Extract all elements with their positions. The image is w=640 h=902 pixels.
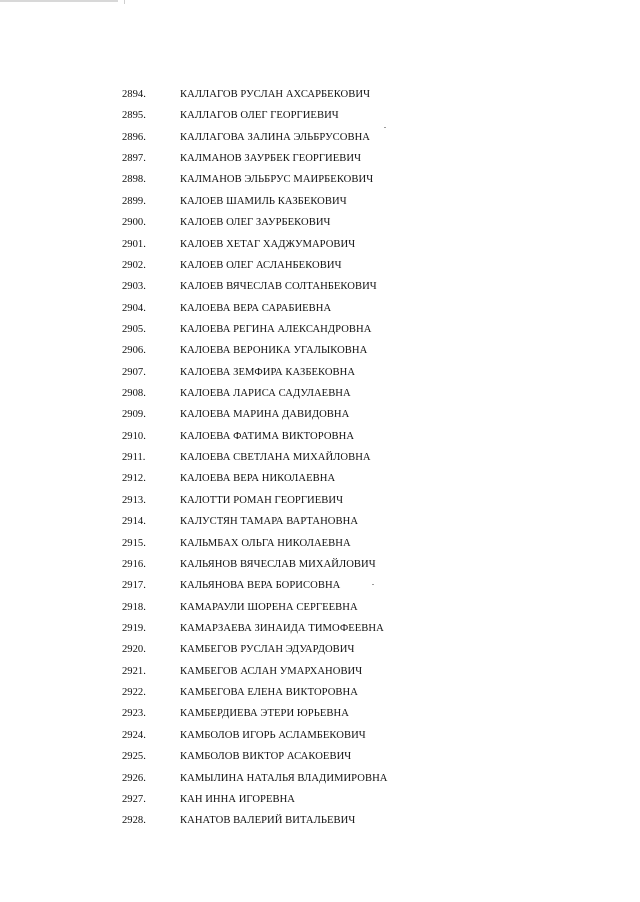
entry-name: КАЛОЕВ ВЯЧЕСЛАВ СОЛТАНБЕКОВИЧ bbox=[180, 281, 377, 293]
entry-name: КАЛОЕВА ЛАРИСА САДУЛАЕВНА bbox=[180, 388, 351, 400]
entry-name: КАЛОТТИ РОМАН ГЕОРГИЕВИЧ bbox=[180, 494, 344, 506]
entry-name: КАМБЕГОВ РУСЛАН ЭДУАРДОВИЧ bbox=[180, 644, 355, 656]
list-item bbox=[0, 554, 640, 575]
list-item bbox=[0, 105, 640, 126]
entry-name: КАЛОЕВА ЗЕМФИРА КАЗБЕКОВНА bbox=[180, 366, 356, 378]
entry-number: 2902. bbox=[122, 259, 146, 271]
entry-name: КАНАТОВ ВАЛЕРИЙ ВИТАЛЬЕВИЧ bbox=[180, 815, 356, 827]
list-item bbox=[0, 468, 640, 489]
entry-number: 2905. bbox=[122, 323, 146, 335]
list-item bbox=[0, 639, 640, 660]
list-item bbox=[0, 362, 640, 383]
entry-number: 2912. bbox=[122, 473, 146, 485]
entry-name: КАЛОЕВА ФАТИМА ВИКТОРОВНА bbox=[180, 430, 355, 442]
entry-number: 2908. bbox=[122, 388, 146, 400]
scan-edge-mark bbox=[0, 0, 118, 2]
entry-name: КАЛОЕВ ХЕТАГ ХАДЖУМАРОВИЧ bbox=[180, 238, 356, 250]
entry-number: 2920. bbox=[122, 644, 146, 656]
list-item bbox=[0, 703, 640, 724]
entry-number: 2897. bbox=[122, 153, 146, 165]
list-item bbox=[0, 447, 640, 468]
entry-name: КАЛЛАГОВ ОЛЕГ ГЕОРГИЕВИЧ bbox=[180, 110, 339, 122]
entry-name: КАЛМАНОВ ЭЛЬБРУС МАИРБЕКОВИЧ bbox=[180, 174, 374, 186]
list-item bbox=[0, 661, 640, 682]
list-item bbox=[0, 298, 640, 319]
entry-number: 2925. bbox=[122, 751, 146, 763]
scan-speck bbox=[372, 584, 374, 585]
entry-name: КАЛОЕВА ВЕРА НИКОЛАЕВНА bbox=[180, 473, 336, 485]
entry-number: 2915. bbox=[122, 537, 146, 549]
entry-number: 2903. bbox=[122, 281, 146, 293]
list-item bbox=[0, 404, 640, 425]
entry-name: КАЛЛАГОВА ЗАЛИНА ЭЛЬБРУСОВНА bbox=[180, 131, 370, 143]
list-item bbox=[0, 148, 640, 169]
entry-number: 2901. bbox=[122, 238, 146, 250]
list-item bbox=[0, 191, 640, 212]
entry-number: 2927. bbox=[122, 793, 146, 805]
entry-number: 2926. bbox=[122, 772, 146, 784]
entry-number: 2914. bbox=[122, 516, 146, 528]
entry-number: 2924. bbox=[122, 729, 146, 741]
list-item bbox=[0, 84, 640, 105]
list-item bbox=[0, 725, 640, 746]
entry-name: КАЛОЕВ ШАМИЛЬ КАЗБЕКОВИЧ bbox=[180, 195, 347, 207]
list-item bbox=[0, 212, 640, 233]
entry-name: КАЛОЕВА СВЕТЛАНА МИХАЙЛОВНА bbox=[180, 452, 371, 464]
entry-name: КАМБОЛОВ ВИКТОР АСАКОЕВИЧ bbox=[180, 751, 352, 763]
entry-number: 2899. bbox=[122, 195, 146, 207]
list-item bbox=[0, 490, 640, 511]
entry-name: КАЛЬЯНОВА ВЕРА БОРИСОВНА bbox=[180, 580, 341, 592]
entry-number: 2919. bbox=[122, 622, 146, 634]
entry-number: 2900. bbox=[122, 217, 146, 229]
entry-name: КАМБЕГОВА ЕЛЕНА ВИКТОРОВНА bbox=[180, 687, 358, 699]
list-item bbox=[0, 511, 640, 532]
list-item bbox=[0, 319, 640, 340]
entry-number: 2921. bbox=[122, 665, 146, 677]
list-item bbox=[0, 426, 640, 447]
entry-name: КАЛЛАГОВ РУСЛАН АХСАРБЕКОВИЧ bbox=[180, 89, 371, 100]
entry-number: 2910. bbox=[122, 430, 146, 442]
entry-name: КАЛЬЯНОВ ВЯЧЕСЛАВ МИХАЙЛОВИЧ bbox=[180, 558, 376, 570]
entry-name: КАМАРЗАЕВА ЗИНАИДА ТИМОФЕЕВНА bbox=[180, 622, 384, 634]
entry-number: 2895. bbox=[122, 110, 146, 122]
entry-name: КАЛОЕВ ОЛЕГ ЗАУРБЕКОВИЧ bbox=[180, 217, 331, 229]
list-item bbox=[0, 575, 640, 596]
scan-edge-tick bbox=[124, 0, 125, 4]
entry-name: КАМАРАУЛИ ШОРЕНА СЕРГЕЕВНА bbox=[180, 601, 358, 613]
entry-name: КАЛУСТЯН ТАМАРА ВАРТАНОВНА bbox=[180, 516, 359, 528]
list-item bbox=[0, 383, 640, 404]
entry-name: КАМБЕГОВ АСЛАН УМАРХАНОВИЧ bbox=[180, 665, 363, 677]
list-item bbox=[0, 810, 640, 831]
list-item bbox=[0, 789, 640, 810]
entry-name: КАЛЬМБАХ ОЛЬГА НИКОЛАЕВНА bbox=[180, 537, 351, 549]
list-item bbox=[0, 234, 640, 255]
list-item bbox=[0, 597, 640, 618]
list-item bbox=[0, 169, 640, 190]
entry-number: 2906. bbox=[122, 345, 146, 357]
entry-name: КАМБОЛОВ ИГОРЬ АСЛАМБЕКОВИЧ bbox=[180, 729, 366, 741]
entry-number: 2923. bbox=[122, 708, 146, 720]
entry-number: 2916. bbox=[122, 558, 146, 570]
entry-number: 2913. bbox=[122, 494, 146, 506]
list-item bbox=[0, 746, 640, 767]
entry-number: 2898. bbox=[122, 174, 146, 186]
entry-number: 2917. bbox=[122, 580, 146, 592]
entry-number: 2904. bbox=[122, 302, 146, 314]
list-item bbox=[0, 533, 640, 554]
entry-name: КАМЫЛИНА НАТАЛЬЯ ВЛАДИМИРОВНА bbox=[180, 772, 388, 784]
entry-number: 2922. bbox=[122, 687, 146, 699]
list-item bbox=[0, 768, 640, 789]
entry-number: 2928. bbox=[122, 815, 146, 827]
list-item bbox=[0, 276, 640, 297]
entry-number: 2909. bbox=[122, 409, 146, 421]
entry-number: 2907. bbox=[122, 366, 146, 378]
entry-number: 2896. bbox=[122, 131, 146, 143]
entry-number: 2911. bbox=[122, 452, 146, 464]
entry-name: КАМБЕРДИЕВА ЭТЕРИ ЮРЬЕВНА bbox=[180, 708, 349, 720]
list-item bbox=[0, 127, 640, 148]
entry-name: КАЛОЕВА РЕГИНА АЛЕКСАНДРОВНА bbox=[180, 323, 372, 335]
list-item bbox=[0, 682, 640, 703]
scan-speck bbox=[384, 127, 386, 128]
list-item bbox=[0, 618, 640, 639]
entry-number: 2894. bbox=[122, 89, 146, 100]
list-item bbox=[0, 255, 640, 276]
entry-name: КАЛМАНОВ ЗАУРБЕК ГЕОРГИЕВИЧ bbox=[180, 153, 362, 165]
entry-name: КАЛОЕВА МАРИНА ДАВИДОВНА bbox=[180, 409, 350, 421]
entry-name: КАЛОЕВА ВЕРОНИКА УГАЛЫКОВНА bbox=[180, 345, 368, 357]
entry-name: КАЛОЕВ ОЛЕГ АСЛАНБЕКОВИЧ bbox=[180, 259, 342, 271]
entry-name: КАН ИННА ИГОРЕВНА bbox=[180, 793, 296, 805]
list-item bbox=[0, 340, 640, 361]
entry-name: КАЛОЕВА ВЕРА САРАБИЕВНА bbox=[180, 302, 332, 314]
name-list bbox=[0, 84, 640, 832]
entry-number: 2918. bbox=[122, 601, 146, 613]
